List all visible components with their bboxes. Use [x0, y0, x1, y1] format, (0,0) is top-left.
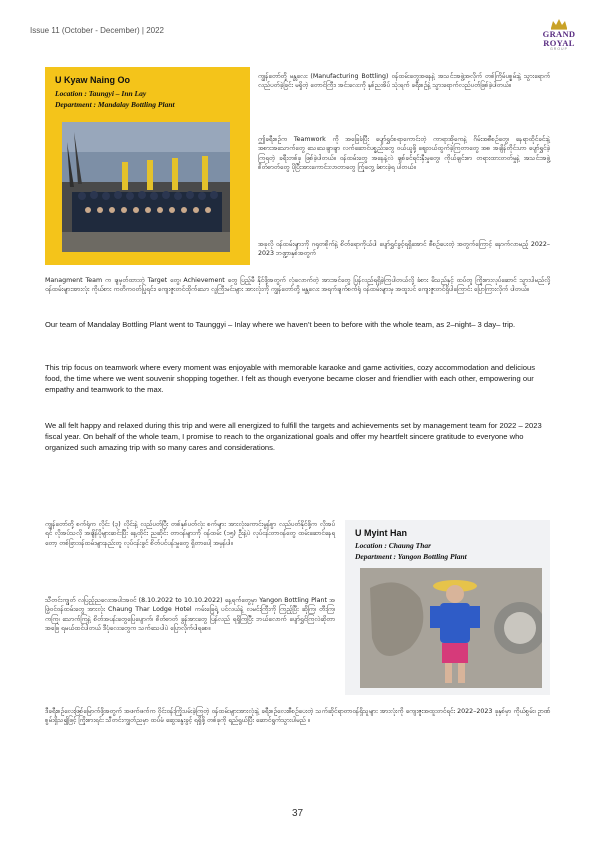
page-number: 37 [291, 808, 304, 819]
profile-card-myint-han [345, 520, 550, 695]
department-label: Department : [355, 552, 397, 561]
logo-tagline: GROUP [550, 47, 568, 51]
myanmar-paragraph-1: ကျွန်တော်တို့ မန္တလေး (Manufacturing Bottling) ဝန်ထမ်းတွေအနေနဲ့ အသင်းအဖွဲ့အလိုက် တစ်ကြိမ်ပစ္စမ်းနဲ့ သွားရောက်လည်ပတ်ခဲ့ခြင်း မရှိတဲ့ တောင်ကြီး၊ အင်းလေးကို နှစ်ညအိပ် သုံးရက် ခရီးစဉ်နဲ့ သွားရောက်လည်ပတ်ဖြစ်ခဲ့ပါတယ်။ [258, 73, 550, 90]
logo-line1: GRAND [542, 29, 576, 39]
location-value: Chaung Thar [388, 541, 432, 550]
myanmar-paragraph-5: ကျွန်တော်တို့ စက်ရုံက လိုင်း (၃) လိုင်းနဲ့ လည်ပတ်ပြီး တစ်နှစ်ပတ်လုံး စက်များ အားလုံးကောင်းမွန်စွာ လည်ပတ်နိုင်ဖို့က လိုအပ်ရင် လိုအပ်သလို အချိန်ပိုများဆင်းပြီး နေ့ထိုင်း ညဆိုင်း တာဝန်များကို ဝန်ထမ်း (၁၅) ဦးနဲ့ပဲ လုပ်ငန်းတာဝန်တွေ ထမ်းဆောင်နေရတော့ တစ်ခြားဝန်ထမ်းများနည်းတူ လုပ်ငန်းခွင် စိတ်ပင်ပန်းမှုတွေ ရှိတာပေါ့ အမှန်ပါ။ [45, 521, 335, 547]
myanmar-paragraph-3: အခုလို ဝန်ထမ်းများကို ဂရုတစိုက်နဲ့ စိတ်ရောကိုယ်ပါ ပျော်ရွှင်ခွင့်ရရှိအောင် စီစဉ်ပေးတဲ့ အတွက်ကြောင့် နောက်လာမည့် 2022–2023 ဘဏ္ဍာနှစ်အတွက် [258, 241, 550, 258]
team-group-photo [62, 122, 230, 252]
profile-location [55, 89, 146, 98]
english-paragraph-3: We all felt happy and relaxed during this trip and were all energized to fulfill the targets and achievements set by management team for 2022 – 2023 fiscal year. On behalf of the whole team, I promise to reach to the organizational goals and offer my heartfelt sincere gratitude to everyone who organized such amazing trip with so many cares and considerations. [45, 421, 542, 452]
location-label: Location : [55, 89, 87, 98]
english-paragraph-1: Our team of Mandalay Bottling Plant went to Taunggyi – Inlay where we haven’t been to before with the whole team, as 2–night– 3 day– trip. [45, 320, 516, 329]
location-label: Location : [355, 541, 387, 550]
profile-card-kyaw-naing-oo [45, 67, 250, 265]
profile-name: U Kyaw Naing Oo [55, 75, 131, 85]
department-value: Mandalay Bottling Plant [97, 100, 175, 109]
department-value: Yangon Bottling Plant [397, 552, 467, 561]
location-value: Taungyi – Inn Lay [88, 89, 147, 98]
department-label: Department : [55, 100, 97, 109]
profile-department [55, 100, 175, 109]
profile-name: U Myint Han [355, 528, 408, 538]
english-paragraph-2: This trip focus on teamwork where every moment was enjoyable with memorable karaoke and game activities, cozy accommodation and delicious food, the time where we went souvenir shopping together. I felt as though everyone became closer and friendlier with each other, empowering our empathy and teamwork to the max. [45, 363, 536, 394]
portrait-photo [360, 568, 542, 688]
myanmar-paragraph-4: Managment Team က ချမှတ်ထားတဲ့ Target တွေ၊ Achievement တွေ ပြည့်မီ နိုင်ဖို့အတွက် လုံလောက်တဲ့ အားအင်တွေ ပြန်လည်ရရှိခဲ့ကြပါတယ်လို့ ခံစား မိသည်နှင့် ထပ်တူ ကြိုးစားလုပ်ဆောင် သွားပါမည်လို့ ဝန်ထမ်းများအားလုံး ကိုယ်စား ကတိကဝတ်ပြုရင်း၊ ကျေးဇူးတင်ထိုက်သော လူကြီးမင်းများ အားလုံးကို ကျွန်တော်တို့ မန္တလေး အရက်ချက်စက်ရုံ ဝန်ထမ်းများမှ အထူးပင် ကျေးဇူးတင်ရှိပါကြောင်း ပြောကြားလိုက် ပါတယ်။ [45, 277, 550, 294]
myanmar-paragraph-6: သီတင်းကျွတ် လပြည့်ညလေးအပါးအဝင် (8.10.2022 to 10.10.2022) နေ့ရက်တွေမှာ Yangon Bottling Plant အဖြဲ့ဝင်ဝန်ထမ်းတွေ အားလုံး Chaung Thar Lodge Hotel ကမ်းခြေရဲ့ ပင်လယ်နဲ့ လမင်းကြီးကို ကြည့်ပြီး ဆိုကြ၊ တီးကြ၊ ကကြ၊ သောက်ကြနဲ့ စိတ်အပန်းတွေပြေပျောက်၊ စိတ်ဓာတ် ခွန်အားတွေ ပြန်လည် ရရှိကြပြီး ဘယ်လောက် ပျော်ရွှင်ကြလဲဆိုတာ အဖြေ ရမယ်ထင်ပါတယ် ဒီပုံလေးတွေက သက်သေပါပဲ ပြောလိုက်ပါရစေ။ [45, 597, 335, 632]
profile-department [355, 552, 467, 561]
myanmar-paragraph-2: ဤခရီးစဉ်က Teamwork ကို အခြေခံပြီး ပျော်ရွှင်စရာကောင်းတဲ့ ကာရာအိုကေနဲ့ ဂိမ်းအစီစဉ်တွေ၊ နေရာထိုင်ခင်းနဲ့ အစားအသောက်တွေ သေသေချာချာ လက်ဆောင်ပစ္စည်းတွေ ဝယ်ယူဖို့ ဈေးဝယ်ထွက်ခဲ့ကြတာတွေ အစ အချိန်တိုင်းဟာ ပျော်ရွှင်ခဲ့ကြရတဲ့ ခရီးတစ်ခု ဖြစ်ခဲ့ပါတယ်။ ဝန်ထမ်းတွေ အနေနဲ့လဲ ချစ်ခင်ရင်းနှီးမှုတွေ၊ ကိုယ်ချင်းစာ တရားထားတတ်မှုနဲ့ အသင်းအဖွဲ့စိတ်ဓာတ်တွေ ပိုပြီးအားကောင်းလာတာတွေ ကြုံတွေ့ ခံစားခဲ့ရ ပါတယ်။ [258, 136, 550, 171]
logo-line2: ROYAL [543, 37, 575, 48]
profile-location [355, 541, 431, 550]
grand-royal-logo [535, 18, 583, 51]
myanmar-paragraph-7: ဒီခရီးစဉ်လေးဖြစ်မြောက်ဖို့အတွက် အဖက်ဖက်က ဝိုင်းဝန်းကြိုးပမ်းခဲ့ကြတဲ့ ဝန်ထမ်းများအားလုံးနဲ့ ခရီးစဉ်လေးစီစဉ်ပေးတဲ့ သက်ဆိုင်ရာတာဝန်ရှိသူများ အားလုံးကို ကျေးဇူးအထူးတင်ရင်း 2022–2023 ခုနှစ်မှာ ကိုယ်စွမ်း၊ ဥာဏ်စွမ်းရှိသ၍ဖြင့် ကြိုးစားရင်း သီတင်းကျွတ်ညမှာ ထပ်မံ ဆွေးနွေးခွင့် ရရှိဖို့ တစ်ခုကို ရည်ရွယ်ပြီး ဆောင်ရွက်သွားပါမည် ။ [45, 708, 550, 725]
issue-label: Issue 11 (October - December) | 2022 [30, 26, 164, 35]
